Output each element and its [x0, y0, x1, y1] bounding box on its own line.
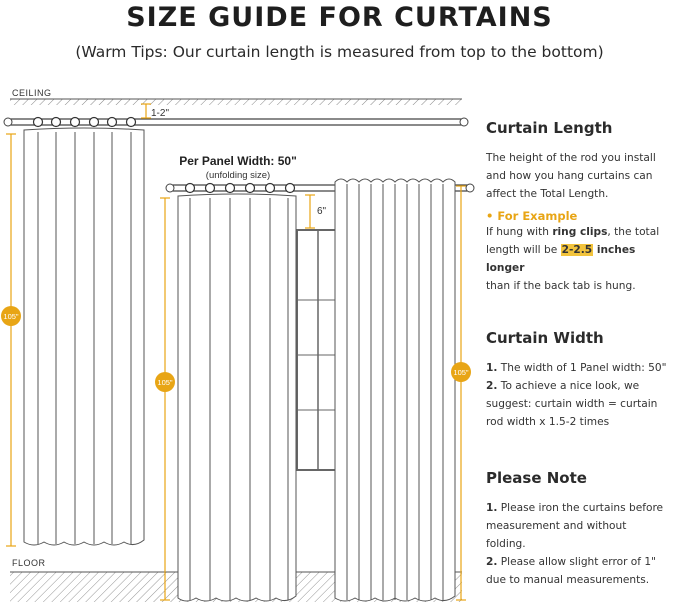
right-curtain-panel: [335, 179, 455, 601]
curtain-width-heading: Curtain Width: [486, 329, 604, 347]
curtain-length-section: [486, 119, 676, 295]
middle-length-marker: [160, 198, 170, 600]
right-length-label: 105": [453, 368, 469, 377]
ceiling-line: [10, 99, 462, 105]
left-curtain-panel: [24, 128, 144, 545]
left-length-marker: [6, 134, 16, 546]
note-line-1: 1. Please iron the curtains before: [486, 502, 664, 514]
note-line-4: 2. Please allow slight error of 1": [486, 556, 656, 568]
curtain-width-section: [486, 329, 676, 431]
please-note-heading: Please Note: [486, 469, 587, 487]
highlight-range: 2-2.5: [561, 244, 593, 256]
ceiling-label: CEILING: [12, 88, 52, 98]
width-line-2: 2. To achieve a nice look, we: [486, 380, 640, 392]
length-body-line: affect the Total Length.: [486, 188, 609, 200]
page-title: SIZE GUIDE FOR CURTAINS: [126, 2, 553, 33]
unfolding-size-label: (unfolding size): [205, 170, 271, 181]
note-line-2: measurement and without: [486, 520, 627, 532]
for-example-label: • For Example: [486, 209, 578, 223]
example-line-2: length will be 2-2.5 inches longer: [486, 244, 636, 274]
right-length-marker: [456, 186, 466, 600]
rod-gap-label: 6": [317, 206, 327, 217]
length-body-line: and how you hang curtains can: [486, 170, 653, 182]
length-body-line: The height of the rod you install: [486, 152, 656, 164]
width-line-4: rod width x 1.5-2 times: [486, 416, 610, 428]
floor-label: FLOOR: [12, 558, 46, 568]
width-line-3: suggest: curtain width = curtain: [486, 398, 658, 410]
middle-length-label: 105": [157, 378, 173, 387]
example-line-3: than if the back tab is hung.: [486, 280, 636, 292]
page-subtitle: (Warm Tips: Our curtain length is measured from top to the bottom): [75, 43, 604, 61]
curtain-length-heading: Curtain Length: [486, 119, 613, 137]
width-line-1: 1. The width of 1 Panel width: 50": [486, 362, 667, 374]
ceiling-gap-label: 1-2": [151, 108, 170, 119]
per-panel-width-label: Per Panel Width: 50": [179, 154, 297, 168]
ceiling-gap-marker: [141, 104, 151, 118]
example-line-1: If hung with ring clips, the total: [486, 226, 660, 238]
rod-gap-marker: [305, 195, 315, 228]
note-line-3: folding.: [486, 538, 526, 550]
window-frame: [297, 230, 339, 470]
middle-curtain-panel: [178, 194, 296, 601]
left-length-label: 105": [3, 312, 19, 321]
please-note-section: [486, 469, 676, 589]
note-line-5: due to manual measurements.: [486, 574, 650, 586]
